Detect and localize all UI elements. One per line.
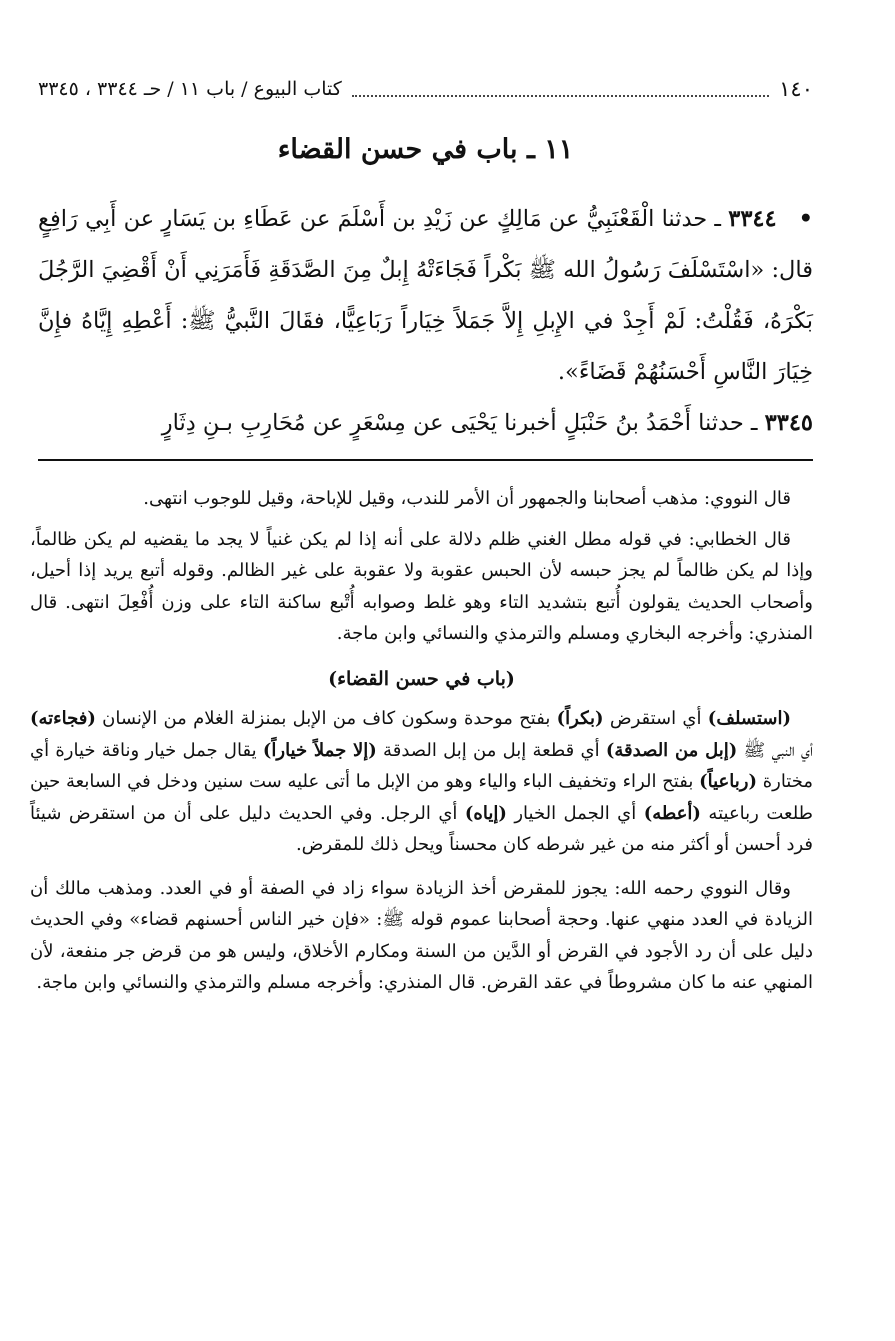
book-reference: كتاب البيوع / باب ١١ / حـ ٣٣٤٤ ، ٣٣٤٥	[38, 78, 342, 100]
commentary	[30, 483, 813, 1008]
hadith-number: ٣٣٤٤	[728, 206, 777, 232]
commentary-paragraph: قال الخطابي: في قوله مطل الغني ظلم دلالة على أنه إذا لم يكن غنياً لا يجد ما يقضيه لم يكن ظالماً، وإذا لم يكن ظالماً لم يجز حبسه لأن الحبس عقوبة ولا عقوبة على غير الظالم. وقوله أتبع يريد إذا أحيل، وأصحاب الحديث يقولون أُتبع بتشديد التاء وهو غلط وصوابه أُتْبع ساكنة التاء على وزن أُفْعِلَ انتهى. قال المنذري: وأخرجه البخاري ومسلم والترمذي والنسائي وابن ماجة.	[30, 528, 813, 644]
hadith-number: ٣٣٤٥	[764, 410, 813, 436]
commentary-text: بفتح الراء وتخفيف الباء والياء وهو من الإبل ما أتى عليه ست سنين ودخل في السابعة حين طلعت رباعيته	[30, 771, 813, 824]
glossed-term: (استسلف)	[707, 708, 791, 729]
glossed-term: (بكراً)	[556, 708, 604, 729]
commentary-sub-heading: (باب في حسن القضاء)	[328, 667, 515, 690]
commentary-text: أي استقرض	[603, 708, 708, 729]
hadith-bullet: •	[798, 206, 813, 232]
commentary-text: أي قطعة إبل من إبل الصدقة	[376, 739, 606, 761]
glossed-term: (إياه)	[464, 802, 507, 824]
glossed-term: (إبل من الصدقة)	[605, 739, 738, 761]
footnote-separator	[38, 459, 813, 461]
book-page	[30, 0, 814, 1341]
commentary-text: أي الرجل. وفي الحديث دليل على أن من استقرض شيئاً فرد أحسن أو أكثر منه من غير شرطه كان محسناً ويحل ذلك للمقرض.	[30, 802, 813, 855]
commentary-text: بفتح موحدة وسكون كاف من الإبل بمنزلة الغلام من الإنسان	[95, 708, 557, 729]
glossed-term: (رباعياً)	[699, 771, 757, 792]
running-header	[38, 72, 813, 106]
glossed-term: (فجاءته)	[30, 708, 96, 729]
page-number: ١٤٠	[779, 77, 813, 101]
commentary-text: أي الجمل الخيار	[506, 802, 644, 824]
commentary-paragraph: وقال النووي رحمه الله: يجوز للمقرض أخذ الزيادة سواء زاد في الصفة أو في العدد. ومذهب مالك أن الزيادة في العدد منهي عنها. وحجة أصحابنا عموم قوله ﷺ: «فإن خير الناس أحسنهم قضاء» وفي الحديث دليل على أن رد الأجود في القرض أو الدَّين من السنة ومكارم الأخلاق، وليس هو من قرض جر منفعة، لأن المنهي عنه ما كان مشروطاً في عقد القرض. قال المنذري: وأخرجه مسلم والترمذي والنسائي وابن ماجة.	[30, 877, 813, 993]
chapter-title: ١١ ـ باب في حسن القضاء	[277, 134, 574, 165]
hadith-3344	[38, 194, 813, 398]
commentary-paragraph: قال النووي: مذهب أصحابنا والجمهور أن الأمر للندب، وقيل للإباحة، وقيل للوجوب انتهى.	[143, 488, 791, 509]
header-dot-leader	[352, 81, 769, 97]
commentary-paragraph	[30, 703, 813, 861]
commentary-text: أي النبي ﷺ	[737, 739, 814, 761]
hadith-text	[38, 194, 813, 449]
commentary-text: يقال جمل خيار وناقة خيارة أي مختارة	[30, 739, 813, 792]
hadith-3345	[38, 398, 813, 449]
glossed-term: (أعطه)	[643, 802, 701, 824]
glossed-term: (إلا جملاً خياراً)	[262, 739, 377, 761]
hadith-body: ـ حدثنا أَحْمَدُ بنُ حَنْبَلٍ أخبرنا يَحْيَى عن مِسْعَرٍ عن مُحَارِبِ بـنِ دِثَارٍ	[161, 410, 758, 436]
hadith-body: ـ حدثنا الْقَعْنَبِيُّ عن مَالِكٍ عن زَيْدِ بن أَسْلَمَ عن عَطَاءِ بن يَسَارٍ عن أَبِي رَافِعٍ قال: «اسْتَسْلَفَ رَسُولُ الله ﷺ بَكْراً فَجَاءَتْهُ إِبلٌ مِنَ الصَّدَقَةِ فَأَمَرَنِي أَنْ أَقْضِيَ الرَّجُلَ بَكْرَهُ، فَقُلْتُ: لَمْ أَجِدْ في الإِبلِ إِلاَّ جَمَلاً خِيَاراً رَبَاعِيًّا، فقَالَ النَّبيُّ ﷺ: أَعْطِهِ إِيَّاهُ فإِنَّ خِيَارَ النَّاسِ أَحْسَنُهُمْ قَضَاءً».	[38, 206, 813, 385]
